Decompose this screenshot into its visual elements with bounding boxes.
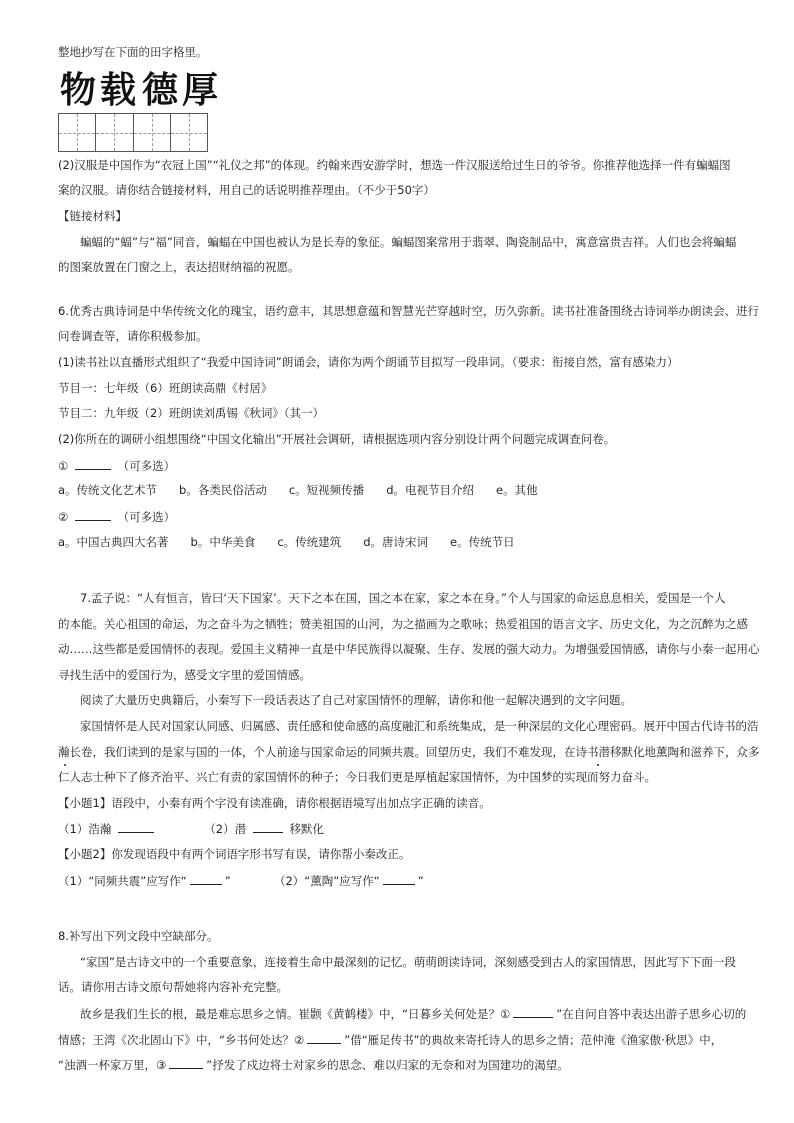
q8-line6-post: ”抒发了戍边将士对家乡的思念、难以归家的无奈和对为国建功的渴望。 [206,1058,569,1072]
tianzige-grid[interactable] [58,113,208,152]
q5-sub2-line1: (2)汉服是中国作为“衣冠上国”“礼仪之邦”的体现。约翰来西安游学时，想选一件汉服送给过生日的爷爷。你推荐他选择一件有蝙蝠图 [58,158,731,172]
calligraphy-char-3: 德 [142,69,179,110]
q8-line4-pre: 故乡是我们生长的根，最是难忘思乡之情。崔颢《黄鹤楼》中，“日暮乡关何处是？① [80,1007,511,1021]
q7-subq1: 【小题1】语段中，小秦有两个字没有读准确，请你根据语境写出加点字正确的读音。 [58,796,491,810]
q7-line2: 的本能。关心祖国的命运，为之奋斗为之牺牲；赞美祖国的山河，为之描画为之歌咏；热爱祖国的语言文字、历史文化，为之沉醉为之感 [58,617,748,631]
subq1-item2-blank[interactable] [253,820,283,833]
q5-link-line1: 蝙蝠的“蝠”与“福”同音，蝙蝠在中国也被认为是长寿的象征。蝙蝠图案常用于翡翠、陶瓷制品中，寓意富贵吉祥。人们也会将蝙蝠 [80,235,737,249]
q8-line4 [80,1005,747,1022]
q8-line6-pre: “浊酒一杯家万里，③ [58,1058,167,1072]
option1-b: b。各类民俗活动 [179,483,267,497]
q8-blank2[interactable] [307,1031,341,1044]
q5-link-line2: 的图案放置在门窗之上，表达招财纳福的祝愿。 [58,260,300,274]
q8-line2: “家国”是古诗文中的一个重要意象，连接着生命中最深刻的记忆。萌萌朗读诗词，深刻感受到古人的家国情思，因此写下下面一段 [80,955,736,969]
q7-line8: 仁人志士种下了修齐治平、兴亡有责的家国情怀的种子；今日我们更是厚植起家国情怀，为中国梦的实现而努力奋斗。 [58,770,656,784]
q6-options1 [58,482,744,498]
q6-line2: 问卷调查等，请你积极参加。 [58,329,208,343]
option2-d: d。唐诗宋词 [363,535,428,549]
q8-line5-post: ”借“雁足传书”的典故来寄托诗人的思乡之情；范仲淹《渔家傲·秋思》中， [344,1033,723,1047]
grid-cell[interactable] [96,114,133,151]
blank1-number: ① [58,459,69,473]
q7-line4: 寻找生活中的爱国行为，感受文字里的爱国情感。 [58,668,311,682]
q7-line5: 阅读了大量历史典籍后，小秦写下一段话表达了自己对家国情怀的理解，请你和他一起解决遇到的文字问题。 [80,693,632,707]
q7-line3: 动……这些都是爱国情怀的表现。爱国主义精神一直是中华民族得以凝聚、生存、发展的强大动力。为增强爱国情感，请你与小秦一起用心 [58,642,760,656]
option2-c: c。传统建筑 [277,535,342,549]
option1-c: c。短视频传播 [288,483,365,497]
q7-subq2: 【小题2】你发现语段中有两个词语字形书写有误，请你帮小秦改正。 [58,847,411,861]
q6-prog2: 节目二：九年级（2）班朗读刘禹锡《秋词》（其一） [58,406,325,420]
q5-intro-tail: 整地抄写在下面的田字格里。 [58,45,208,59]
option2-b: b。中华美食 [190,535,256,549]
option1-e: e。其他 [496,483,538,497]
q8-line3: 话。请你用古诗文原句帮她将内容补充完整。 [58,980,288,994]
q8-line1: 8.补写出下列文段中空缺部分。 [58,929,219,943]
q7-subq2-answers [58,872,744,889]
blank2-note: （可多选） [117,510,176,524]
option2-a: a。中国古典四大名著 [58,535,169,549]
q6-blank2-row [58,508,744,525]
calligraphy-char-4: 厚 [182,69,219,110]
blank1-answer[interactable] [75,457,111,470]
option1-a: a。传统文化艺术节 [58,483,158,497]
emphasis-dot [597,764,599,766]
q6-sub1: (1)读书社以直播形式组织了“我爱中国诗词”朗诵会，请你为两个朗诵节目拟写一段串词。（要求：衔接自然，富有感染力） [58,355,679,369]
q6-prog1: 节目一：七年级（6）班朗读高鼎《村居》 [58,381,273,395]
subq1-item2-label: （2）潜 [204,822,247,836]
blank2-number: ② [58,510,69,524]
q5-link-title: 【链接材料】 [58,209,127,223]
calligraphy-char-1: 物 [60,69,97,110]
calligraphy-image [60,68,220,110]
subq2-item2-pre: （2）“薰陶”应写作“ [273,874,380,888]
q6-sub2: (2)你所在的调研小组想围绕“中国文化输出”开展社会调研，请根据选项内容分别设计两个问题完成调查问卷。 [58,432,616,446]
emphasis-dot [64,764,66,766]
q6-blank1-row [58,457,744,474]
option2-e: e。传统节日 [450,535,515,549]
q6-options2 [58,534,744,550]
subq2-item1-post: ” [224,874,231,888]
q5-sub2-line2: 案的汉服。请你结合链接材料，用自己的话说明推荐理由。（不少于50字） [58,183,435,197]
q7-line1: 7.孟子说：“人有恒言，皆曰‘天下国家’。天下之本在国，国之本在家，家之本在身。”个人与国家的命运息息相关，爱国是一个人 [80,591,726,605]
q8-blank1[interactable] [513,1005,553,1018]
subq1-item2-tail: 移默化 [289,822,324,836]
subq1-item1-label: （1）浩瀚 [58,822,112,836]
blank1-note: （可多选） [117,459,176,473]
q7-line7: 瀚长卷，我们读到的是家与国的一体，个人前途与国家命运的同频共震。回望历史，我们不难发现，在诗书潜移默化地薰陶和滋养下，众多 [58,745,760,759]
subq2-item1-pre: （1）“同频共震”应写作“ [58,874,187,888]
q7-line6: 家国情怀是人民对国家认同感、归属感、责任感和使命感的高度融汇和系统集成，是一种深层的文化心理密码。展开中国古代诗书的浩 [80,719,759,733]
q8-line4-post: ”在自问自答中表达出游子思乡心切的 [556,1007,747,1021]
q8-line6 [58,1056,744,1073]
q6-line1: 6.优秀古典诗词是中华传统文化的瑰宝，语约意丰，其思想意蕴和智慧光芒穿越时空，历久弥新。读书社准备围绕古诗词举办朗读会、进行 [58,304,759,318]
blank2-answer[interactable] [75,508,111,521]
subq2-item2-post: ” [417,874,424,888]
q8-blank3[interactable] [169,1056,203,1069]
q8-line5 [58,1031,744,1048]
subq2-item1-blank[interactable] [190,872,222,885]
q7-subq1-answers [58,820,744,837]
subq1-item1-blank[interactable] [118,820,154,833]
calligraphy-char-2: 载 [100,69,137,110]
grid-cell[interactable] [134,114,171,151]
grid-cell[interactable] [171,114,207,151]
q8-line5-pre: 情感；王湾《次北固山下》中，“乡书何处达？② [58,1033,305,1047]
subq2-item2-blank[interactable] [383,872,415,885]
grid-cell[interactable] [59,114,96,151]
option1-d: d。电视节目介绍 [386,483,474,497]
